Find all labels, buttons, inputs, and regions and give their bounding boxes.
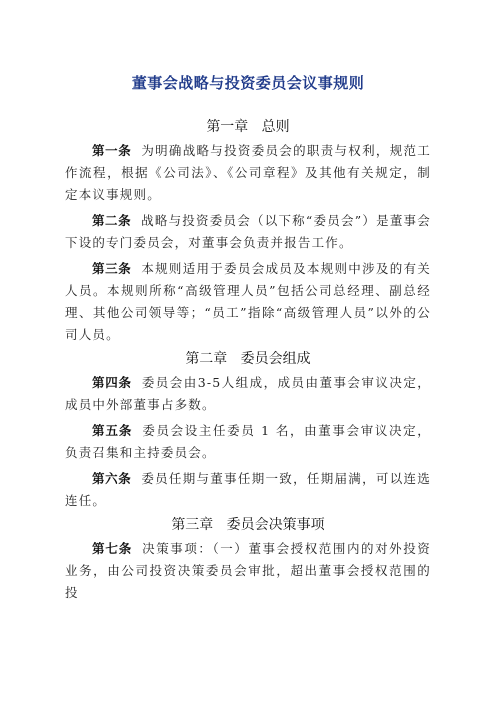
- article-4: [65, 372, 431, 416]
- article-text: 决策事项：（一）董事会授权范围内的对外投资业务，由公司投资决策委员会审批，超出董事会授权范围的投: [65, 541, 431, 600]
- chapter-heading-2: 第二章 委员会组成: [185, 351, 311, 367]
- document-body: [65, 114, 431, 604]
- article-label: 第三条: [92, 261, 132, 276]
- article-text: 战略与投资委员会（以下称“委员会”）是董事会下设的专门委员会，对董事会负责并报告工作。: [65, 213, 431, 250]
- chapter-heading-1: 第一章 总则: [206, 119, 290, 135]
- article-7: [65, 538, 431, 604]
- article-text: 为明确战略与投资委员会的职责与权利，规范工作流程，根据《公司法》、《公司章程》及其他有关规定，制定本议事规则。: [65, 143, 431, 202]
- article-label: 第六条: [92, 471, 132, 486]
- article-text: 本规则适用于委员会成员及本规则中涉及的有关人员。本规则所称“高级管理人员”包括公司总经理、副总经理、其他公司领导等；“员工”指除“高级管理人员”以外的公司人员。: [65, 261, 431, 342]
- article-3: [65, 258, 431, 346]
- article-5: [65, 420, 431, 464]
- article-label: 第一条: [92, 143, 132, 158]
- article-text: 委员任期与董事任期一致，任期届满，可以连选连任。: [65, 471, 431, 508]
- document-title: 董事会战略与投资委员会议事规则: [131, 74, 365, 92]
- article-2: [65, 210, 431, 254]
- article-label: 第四条: [92, 375, 132, 390]
- article-1: [65, 140, 431, 206]
- article-label: 第五条: [92, 423, 133, 438]
- article-text: 委员会设主任委员 1 名，由董事会审议决定，负责召集和主持委员会。: [65, 423, 431, 460]
- article-label: 第二条: [92, 213, 132, 228]
- chapter-heading-3: 第三章 委员会决策事项: [171, 517, 325, 533]
- article-text: 委员会由3-5人组成，成员由董事会审议决定，成员中外部董事占多数。: [65, 375, 431, 412]
- article-label: 第七条: [92, 541, 133, 556]
- article-6: [65, 468, 431, 512]
